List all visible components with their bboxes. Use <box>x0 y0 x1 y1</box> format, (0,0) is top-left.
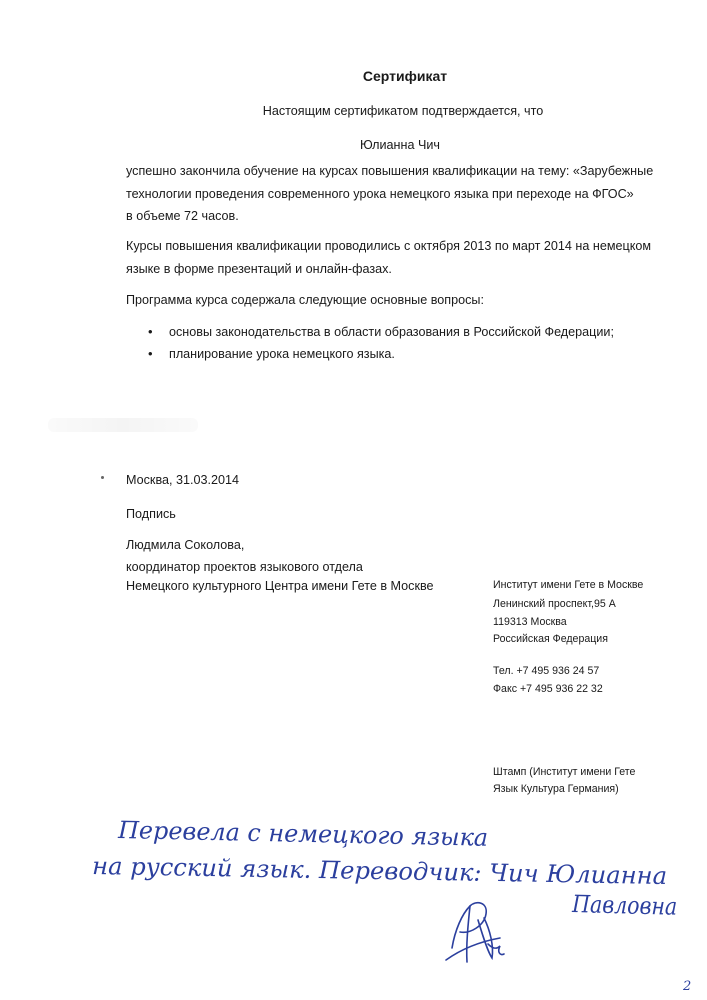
course-line: языке в форме презентаций и онлайн-фазах. <box>126 262 392 276</box>
body-line: в объеме 72 часов. <box>126 209 239 223</box>
bullet-dot-icon: • <box>148 346 153 361</box>
bullet-dot-icon: • <box>148 324 153 339</box>
place-date: Москва, 31.03.2014 <box>126 473 240 487</box>
page-mark: 2 <box>683 979 692 994</box>
body-line: успешно закончила обучение на курсах повышения квалификации на тему: «Зарубежные <box>126 164 654 178</box>
address-zip-city: 119313 Москва <box>493 616 567 628</box>
address-institute: Институт имени Гете в Москве <box>493 579 644 591</box>
signatory-role: координатор проектов языкового отдела <box>126 560 363 574</box>
handwritten-line: Павловна <box>571 890 696 922</box>
bullet-item: основы законодательства в области образования в Российской Федерации; <box>169 325 614 339</box>
recipient-name: Юлианна Чич <box>360 138 440 152</box>
body-line: технологии проведения современного урока немецкого языка при переходе на ФГОС» <box>126 187 634 201</box>
confirm-line: Настоящим сертификатом подтверждается, что <box>262 104 544 118</box>
program-intro: Программа курса содержала следующие основные вопросы: <box>126 293 484 307</box>
signatory-name: Людмила Соколова, <box>126 538 245 552</box>
address-country: Российская Федерация <box>493 633 608 645</box>
handwritten-line: на русский язык. Переводчик: Чич Юлианна <box>91 852 663 890</box>
stamp-line: Язык Культура Германия) <box>493 783 619 795</box>
stamp-line: Штамп (Институт имени Гете <box>493 766 636 778</box>
handwritten-line: Перевела с немецкого языка <box>117 816 491 852</box>
address-fax: Факс +7 495 936 22 32 <box>493 683 603 695</box>
course-line: Курсы повышения квалификации проводились с октября 2013 по март 2014 на немецком <box>126 239 652 253</box>
signatory-org: Немецкого культурного Центра имени Гете в Москве <box>126 579 434 593</box>
signature-icon <box>446 903 504 962</box>
document-title: Сертификат <box>362 68 448 84</box>
bullet-item: планирование урока немецкого языка. <box>169 347 395 361</box>
signature-label: Подпись <box>126 507 176 521</box>
address-phone: Тел. +7 495 936 24 57 <box>493 665 600 677</box>
address-street: Ленинский проспект,95 А <box>493 598 616 610</box>
